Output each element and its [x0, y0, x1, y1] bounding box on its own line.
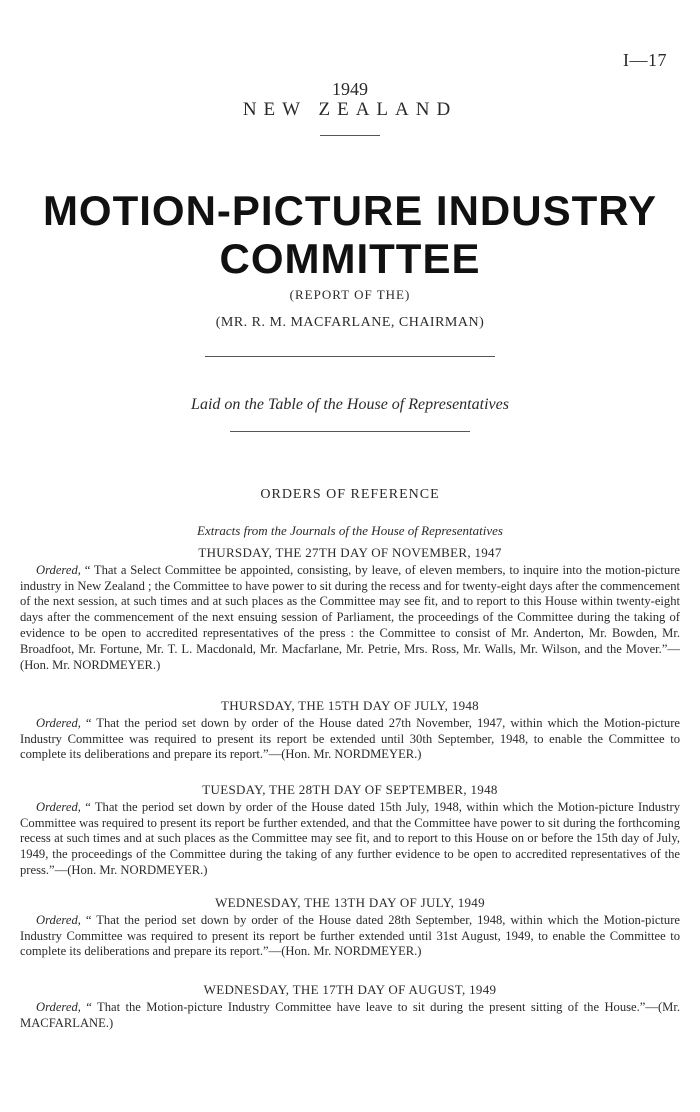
entry-date: WEDNESDAY, THE 13TH DAY OF JULY, 1949: [215, 895, 485, 910]
ordered-label: Ordered,: [36, 562, 81, 577]
entry-text: [20, 716, 680, 763]
divider-below-laid: [230, 431, 470, 432]
short-divider: [320, 135, 380, 136]
country-heading: NEW ZEALAND: [242, 99, 458, 120]
entry-date: WEDNESDAY, THE 17TH DAY OF AUGUST, 1949: [203, 982, 497, 997]
orders-entry-5: [20, 982, 680, 1031]
orders-entry-4: [20, 895, 680, 960]
orders-entry-2: [20, 698, 680, 763]
page-number: I—17: [623, 50, 667, 70]
entry-text: [20, 563, 680, 674]
entry-text: [20, 1000, 680, 1032]
extracts-subheading: Extracts from the Journals of the House of Representatives: [197, 523, 503, 538]
chairman-line: (MR. R. M. MACFARLANE, CHAIRMAN): [215, 315, 485, 330]
title-line-2: COMMITTEE: [219, 235, 481, 282]
ordered-label: Ordered,: [36, 999, 81, 1014]
orders-heading: ORDERS OF REFERENCE: [260, 487, 440, 502]
entry-text: [20, 800, 680, 879]
orders-entry-1: [20, 545, 680, 673]
order-body: “ That the period set down by order of the House dated 15th July, 1948, within which the Motion-picture Industry Committee was required to present its report be further extended, and that the Committee have power to sit during the forthcoming recess at such times and at such places as the Committee may see fit, and to report to this House on or before the 15th day of July, 1949, the proceedings of the Committee during the taking of any further evidence to be open to accredited representatives of the press.”—(Hon. Mr. NORDMEYER.): [20, 799, 680, 877]
ordered-label: Ordered,: [36, 912, 81, 927]
order-body: “ That the Motion-picture Industry Committee have leave to sit during the present sitting of the House.”—(Mr. MACFARLANE.): [20, 999, 680, 1030]
title-line-1: MOTION-PICTURE INDUSTRY: [42, 187, 658, 234]
report-subtitle: (REPORT OF THE): [289, 287, 411, 302]
ordered-label: Ordered,: [36, 715, 81, 730]
ordered-label: Ordered,: [36, 799, 81, 814]
entry-date: TUESDAY, THE 28TH DAY OF SEPTEMBER, 1948: [202, 782, 498, 797]
order-body: “ That a Select Committee be appointed, consisting, by leave, of eleven members, to inquire into the motion-picture industry in New Zealand ; the Committee to have power to sit during the recess and for twenty-eight days after the commencement of the next session, at such times and at such places as the Committee may see fit, and to report to this House within twenty-eight days after the commencement of the next ensuing session of Parliament, the proceedings of the Committee during the taking of evidence to be open to accredited representatives of the press : the Committee to consist of Mr. Anderton, Mr. Bowden, Mr. Broadfoot, Mr. Fortune, Mr. T. L. Macdonald, Mr. Macfarlane, Mr. Petrie, Mrs. Ross, Mr. Walls, Mr. Wilson, and the Mover.”—(Hon. Mr. NORDMEYER.): [20, 562, 680, 672]
document-year: 1949: [332, 79, 368, 99]
laid-on-table-line: Laid on the Table of the House of Representatives: [191, 396, 509, 413]
order-body: “ That the period set down by order of the House dated 28th September, 1948, within which the Motion-picture Industry Committee was required to present its report be further extended until 31st August, 1949, to enable the Committee to complete its deliberations and prepare its report.”—(Hon. Mr. NORDMEYER.): [20, 912, 680, 959]
orders-entry-3: [20, 782, 680, 879]
entry-date: THURSDAY, THE 15TH DAY OF JULY, 1948: [221, 698, 479, 713]
order-body: “ That the period set down by order of the House dated 27th November, 1947, within which the Motion-picture Industry Committee was required to present its report be extended until 30th September, 1948, to enable the Committee to complete its deliberations and prepare its report.”—(Hon. Mr. NORDMEYER.): [20, 715, 680, 762]
entry-date: THURSDAY, THE 27TH DAY OF NOVEMBER, 1947: [198, 545, 502, 560]
entry-text: [20, 913, 680, 960]
divider-above-laid: [205, 356, 495, 357]
